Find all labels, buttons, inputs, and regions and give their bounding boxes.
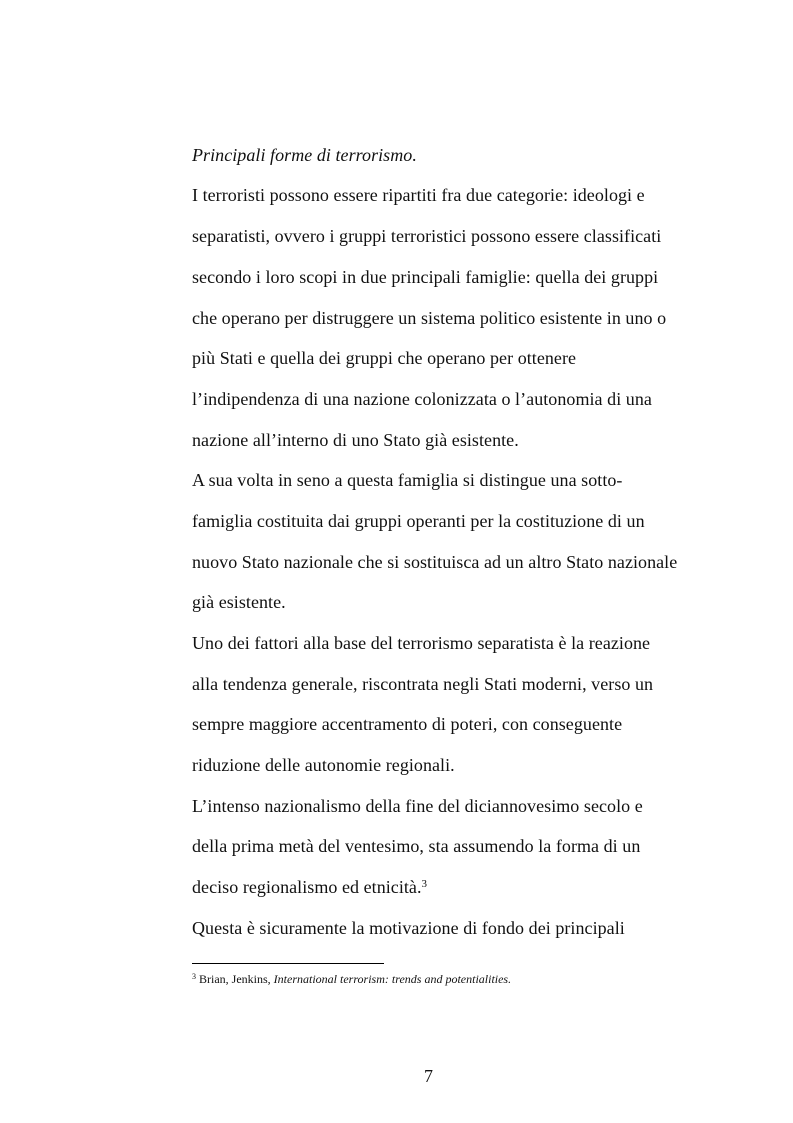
body-line: Questa è sicuramente la motivazione di fondo dei principali <box>192 918 625 938</box>
body-line: I terroristi possono essere ripartiti fra due categorie: ideologi e <box>192 185 645 205</box>
body-line-with-footnote <box>192 877 427 897</box>
footnote-title: International terrorism: trends and potentialities. <box>273 972 512 986</box>
footnote-separator <box>192 963 384 964</box>
body-line: secondo i loro scopi in due principali famiglie: quella dei gruppi <box>192 267 659 287</box>
body-line: alla tendenza generale, riscontrata negli Stati moderni, verso un <box>192 674 654 694</box>
body-line: separatisti, ovvero i gruppi terroristici possono essere classificati <box>192 226 662 246</box>
footnote-author: Brian, Jenkins, <box>199 972 271 986</box>
body-line: sempre maggiore accentramento di poteri, con conseguente <box>192 714 623 734</box>
body-line: L’intenso nazionalismo della fine del diciannovesimo secolo e <box>192 796 643 816</box>
footnote-marker: 3 <box>192 972 196 981</box>
page-number: 7 <box>424 1066 433 1086</box>
footnote <box>192 972 511 986</box>
body-line: già esistente. <box>192 592 286 612</box>
section-heading: Principali forme di terrorismo. <box>192 145 417 165</box>
body-line: l’indipendenza di una nazione colonizzata o l’autonomia di una <box>192 389 652 409</box>
footnote-reference[interactable]: 3 <box>421 878 428 890</box>
body-line: Uno dei fattori alla base del terrorismo separatista è la reazione <box>192 633 651 653</box>
body-line: nazione all’interno di uno Stato già esistente. <box>192 430 519 450</box>
body-line: famiglia costituita dai gruppi operanti per la costituzione di un <box>192 511 645 531</box>
body-line: che operano per distruggere un sistema politico esistente in uno o <box>192 308 667 328</box>
body-line: A sua volta in seno a questa famiglia si distingue una sotto- <box>192 470 623 490</box>
body-line: della prima metà del ventesimo, sta assumendo la forma di un <box>192 836 641 856</box>
body-line-text: deciso regionalismo ed etnicità. <box>192 877 422 897</box>
body-line: più Stati e quella dei gruppi che operano per ottenere <box>192 348 577 368</box>
body-line: nuovo Stato nazionale che si sostituisca ad un altro Stato nazionale <box>192 552 678 572</box>
body-line: riduzione delle autonomie regionali. <box>192 755 455 775</box>
